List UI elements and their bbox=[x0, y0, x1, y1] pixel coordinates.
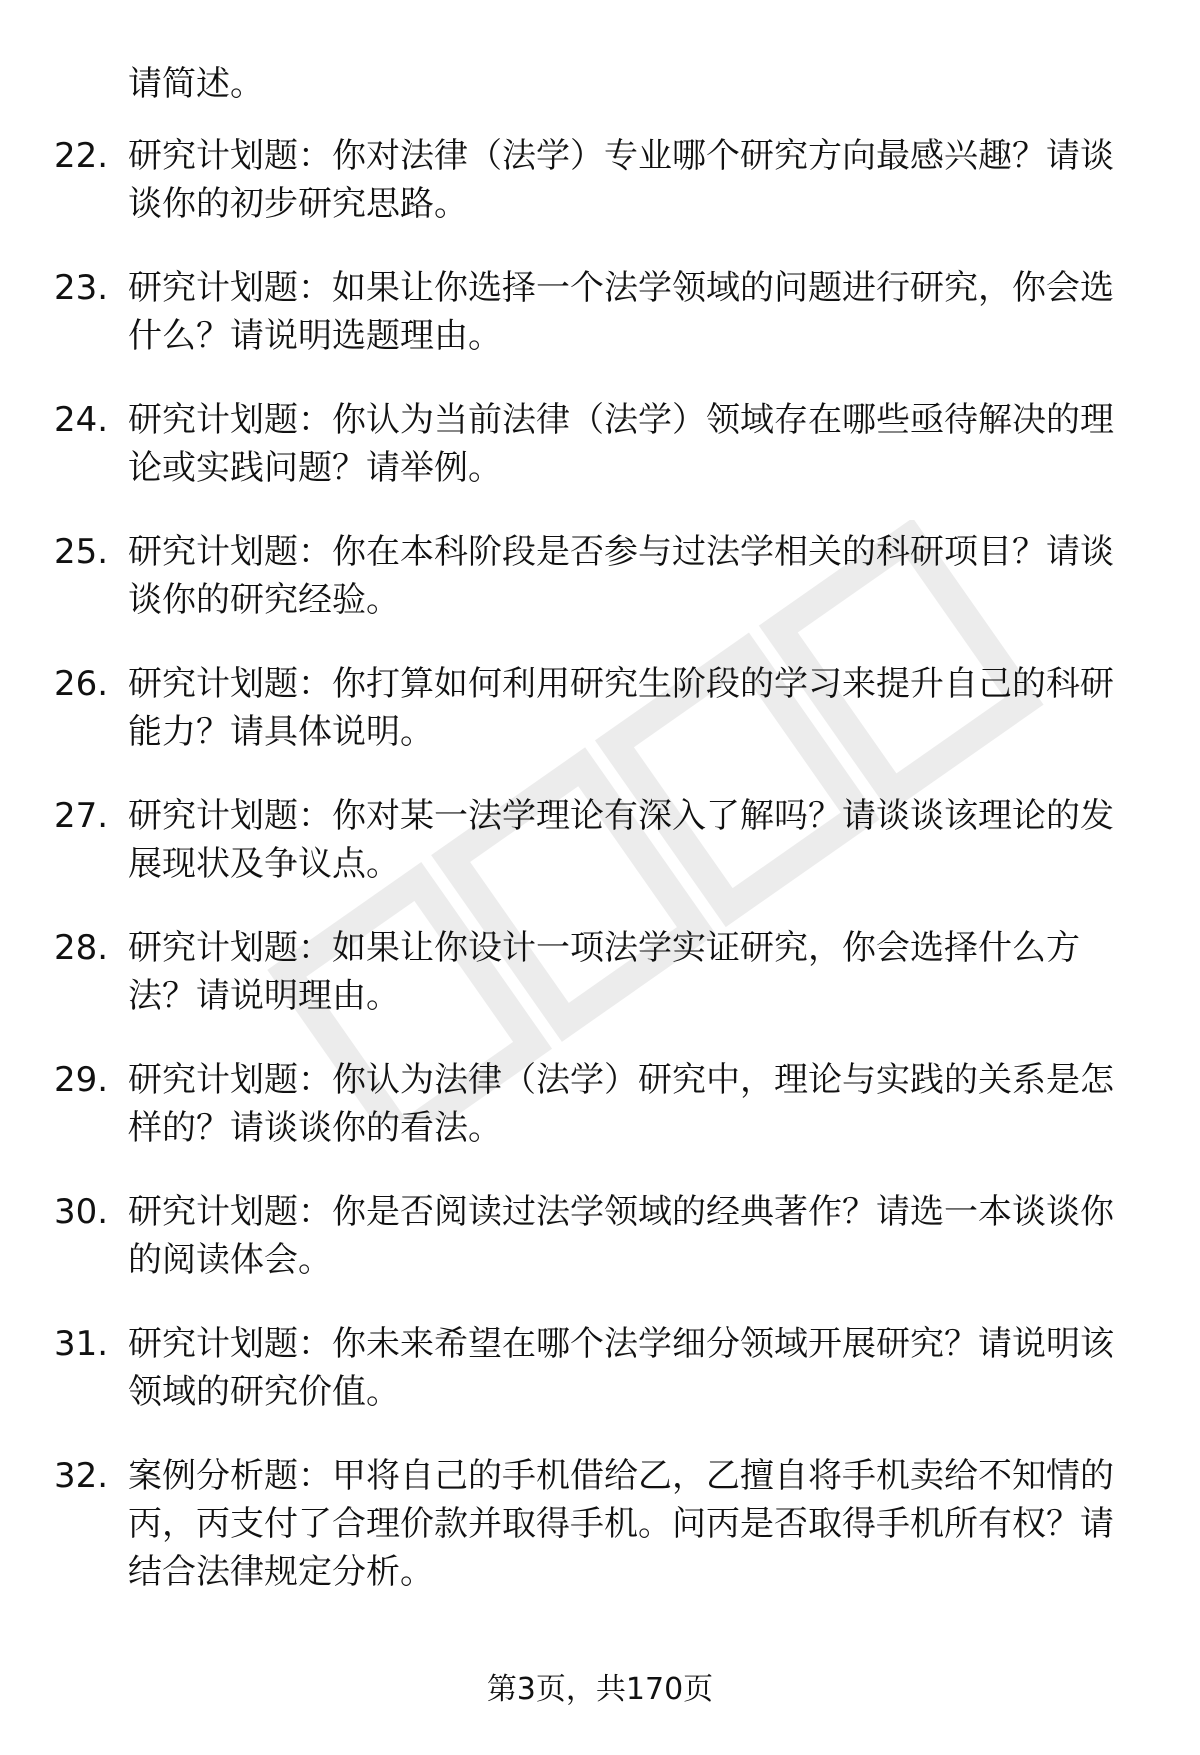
question-number: 29. bbox=[54, 1060, 109, 1100]
question-number: 31. bbox=[54, 1324, 109, 1364]
question-text: 研究计划题：你打算如何利用研究生阶段的学习来提升自己的科研能力？请具体说明。 bbox=[128, 664, 1114, 752]
question-number: 22. bbox=[54, 136, 109, 176]
list-item bbox=[0, 396, 1138, 492]
list-item bbox=[0, 1188, 1138, 1284]
question-number: 26. bbox=[54, 664, 109, 704]
list-item bbox=[0, 264, 1138, 360]
question-text: 研究计划题：你认为当前法律（法学）领域存在哪些亟待解决的理论或实践问题？请举例。 bbox=[128, 400, 1114, 488]
question-number: 24. bbox=[54, 400, 109, 440]
question-text: 研究计划题：你对法律（法学）专业哪个研究方向最感兴趣？请谈谈你的初步研究思路。 bbox=[128, 136, 1114, 224]
question-list bbox=[0, 132, 1200, 1632]
list-item bbox=[0, 792, 1138, 888]
question-text: 研究计划题：你是否阅读过法学领域的经典著作？请选一本谈谈你的阅读体会。 bbox=[128, 1192, 1114, 1280]
list-item bbox=[0, 528, 1138, 624]
page-number-footer: 第3页，共170页 bbox=[486, 1672, 714, 1707]
list-item bbox=[0, 1320, 1138, 1416]
question-text: 研究计划题：你对某一法学理论有深入了解吗？请谈谈该理论的发展现状及争议点。 bbox=[128, 796, 1114, 884]
question-text: 研究计划题：你在本科阶段是否参与过法学相关的科研项目？请谈谈你的研究经验。 bbox=[128, 532, 1114, 620]
question-number: 28. bbox=[54, 928, 109, 968]
continuation-text: 请简述。 bbox=[128, 64, 264, 104]
list-item bbox=[0, 660, 1138, 756]
list-item bbox=[0, 924, 1138, 1020]
question-text: 研究计划题：如果让你选择一个法学领域的问题进行研究，你会选什么？请说明选题理由。 bbox=[128, 268, 1114, 356]
question-number: 23. bbox=[54, 268, 109, 308]
question-number: 32. bbox=[54, 1456, 109, 1496]
question-text: 研究计划题：你未来希望在哪个法学细分领域开展研究？请说明该领域的研究价值。 bbox=[128, 1324, 1114, 1412]
question-text: 研究计划题：你认为法律（法学）研究中，理论与实践的关系是怎样的？请谈谈你的看法。 bbox=[128, 1060, 1114, 1148]
question-number: 30. bbox=[54, 1192, 109, 1232]
question-text: 案例分析题：甲将自己的手机借给乙，乙擅自将手机卖给不知情的丙，丙支付了合理价款并取得手机。问丙是否取得手机所有权？请结合法律规定分析。 bbox=[128, 1456, 1114, 1592]
list-item bbox=[0, 1452, 1138, 1596]
list-item bbox=[0, 1056, 1138, 1152]
question-text: 研究计划题：如果让你设计一项法学实证研究，你会选择什么方法？请说明理由。 bbox=[128, 928, 1080, 1016]
question-number: 27. bbox=[54, 796, 109, 836]
question-number: 25. bbox=[54, 532, 109, 572]
list-item bbox=[0, 132, 1138, 228]
